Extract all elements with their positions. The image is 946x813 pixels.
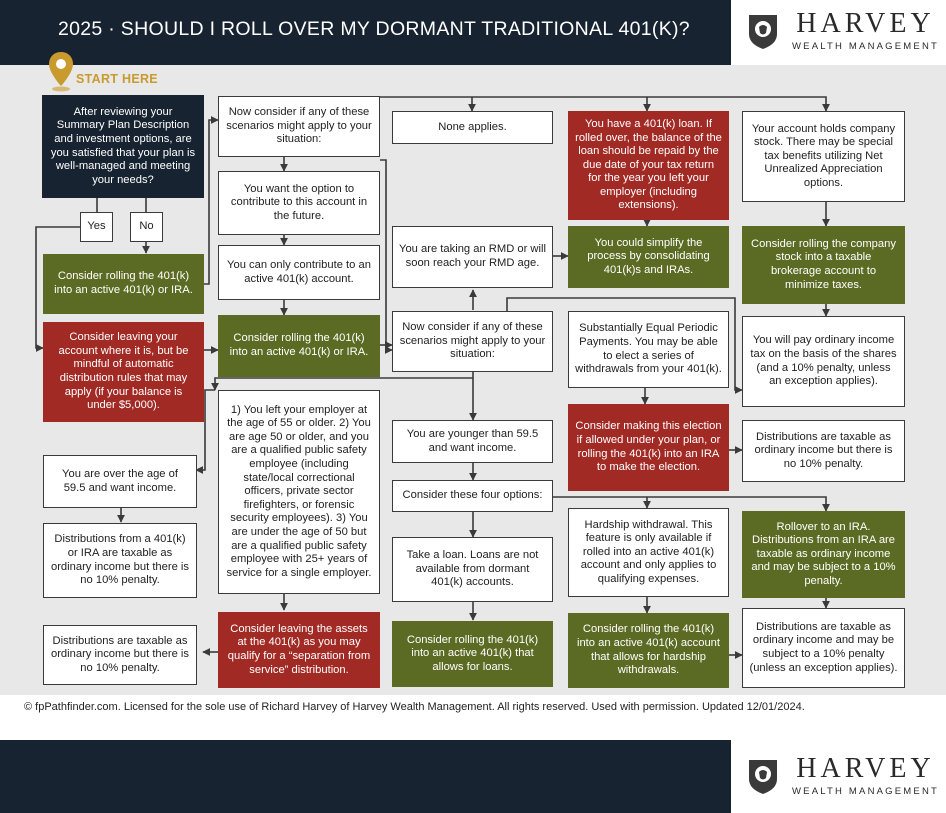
question-satisfied: After reviewing your Summary Plan Description and investment options, are you satisfied that your plan is well-managed and meeting your needs?	[42, 95, 204, 198]
bottom-bar	[0, 740, 731, 813]
map-pin-icon	[47, 50, 75, 92]
page-title: 2025 · SHOULD I ROLL OVER MY DORMANT TRADITIONAL 401(K)?	[58, 18, 690, 40]
want-to-contribute: You want the option to contribute to this account in the future.	[218, 171, 380, 235]
roll-active-401k-ira: Consider rolling the 401(k) into an active 401(k) or IRA.	[43, 254, 204, 314]
start-here-label: START HERE	[76, 72, 158, 86]
rmd-age: You are taking an RMD or will soon reach your RMD age.	[392, 226, 553, 288]
logo-subtitle: WEALTH MANAGEMENT	[792, 786, 940, 797]
none-applies: None applies.	[392, 111, 553, 144]
consider-scenarios-1: Now consider if any of these scenarios might apply to your situation:	[218, 96, 380, 157]
younger-59-wants-income: You are younger than 59.5 and want income.	[392, 420, 553, 463]
only-active-401k: You can only contribute to an active 401(k) account.	[218, 245, 380, 300]
logo-subtitle: WEALTH MANAGEMENT	[792, 41, 940, 52]
401k-loan-outstanding: You have a 401(k) loan. If rolled over, the balance of the loan should be repaid by the due date of your tax return for the year you left your employer (including extensions).	[568, 111, 729, 220]
distributions-taxable-separation: Distributions are taxable as ordinary income but there is no 10% penalty.	[43, 625, 197, 685]
roll-brokerage-account: Consider rolling the company stock into a taxable brokerage account to minimize taxes.	[742, 226, 905, 304]
copyright-footer: © fpPathfinder.com. Licensed for the sole use of Richard Harvey of Harvey Wealth Management. All rights reserved. Used with permission. Updated 12/01/2024.	[24, 701, 805, 713]
four-options: Consider these four options:	[392, 480, 553, 512]
substantially-equal-periodic-payments: Substantially Equal Periodic Payments. You may be able to elect a series of withdrawals from your 401(k).	[568, 311, 729, 388]
rollover-to-ira: Rollover to an IRA. Distributions from an IRA are taxable as ordinary income and may be subject to a 10% penalty.	[742, 511, 905, 598]
lion-shield-icon	[748, 12, 778, 50]
yes-label: Yes	[80, 212, 113, 242]
logo-name: HARVEY	[796, 753, 935, 784]
no-label: No	[130, 212, 163, 242]
distributions-taxable-sepp: Distributions are taxable as ordinary income but there is no 10% penalty.	[742, 420, 905, 482]
roll-active-401k-ira-2: Consider rolling the 401(k) into an active 401(k) or IRA.	[218, 315, 380, 377]
over-59-wants-income: You are over the age of 59.5 and want income.	[43, 455, 197, 508]
roll-active-allows-loans: Consider rolling the 401(k) into an active 401(k) that allows for loans.	[392, 621, 553, 687]
logo-name: HARVEY	[796, 8, 935, 39]
hardship-withdrawal: Hardship withdrawal. This feature is only available if rolled into an active 401(k) account and only applies to qualifying expenses.	[568, 508, 729, 597]
lion-shield-icon	[748, 757, 778, 795]
consider-election: Consider making this election if allowed under your plan, or rolling the 401(k) into an IRA to make the election.	[568, 404, 729, 491]
header-bar	[0, 0, 731, 65]
logo-bottom	[748, 755, 939, 797]
roll-active-hardship: Consider rolling the 401(k) into an active 401(k) account that allows for hardship withdrawals.	[568, 613, 729, 688]
consider-scenarios-2: Now consider if any of these scenarios might apply to your situation:	[392, 311, 553, 372]
logo-top	[748, 10, 939, 52]
separation-conditions: 1) You left your employer at the age of 55 or older. 2) You are age 50 or older, and you are a qualified public safety employee (including state/local correctional officers, private sector firefighters, or forensic security employees). 3) You are under the age of 50 but are a qualified public safety employee with 25+ years of service for a single employer.	[218, 390, 380, 594]
leave-account-where-it-is: Consider leaving your account where it is, but be mindful of automatic distribution rules that may apply (if your balance is under $5,000).	[43, 322, 204, 422]
take-a-loan: Take a loan. Loans are not available from dormant 401(k) accounts.	[392, 537, 553, 602]
distributions-taxable-no-penalty: Distributions from a 401(k) or IRA are taxable as ordinary income but there is no 10% penalty.	[43, 523, 197, 598]
leave-assets-separation: Consider leaving the assets at the 401(k) as you may qualify for a “separation from service” distribution.	[218, 612, 380, 688]
simplify-consolidating: You could simplify the process by consolidating 401(k)s and IRAs.	[568, 226, 729, 288]
distributions-taxable-ira: Distributions are taxable as ordinary income and may be subject to a 10% penalty (unless an exception applies).	[742, 608, 905, 688]
company-stock: Your account holds company stock. There may be special tax benefits utilizing Net Unrealized Appreciation options.	[742, 111, 905, 202]
ordinary-income-tax-shares: You will pay ordinary income tax on the basis of the shares (and a 10% penalty, unless an exception applies).	[742, 316, 905, 407]
